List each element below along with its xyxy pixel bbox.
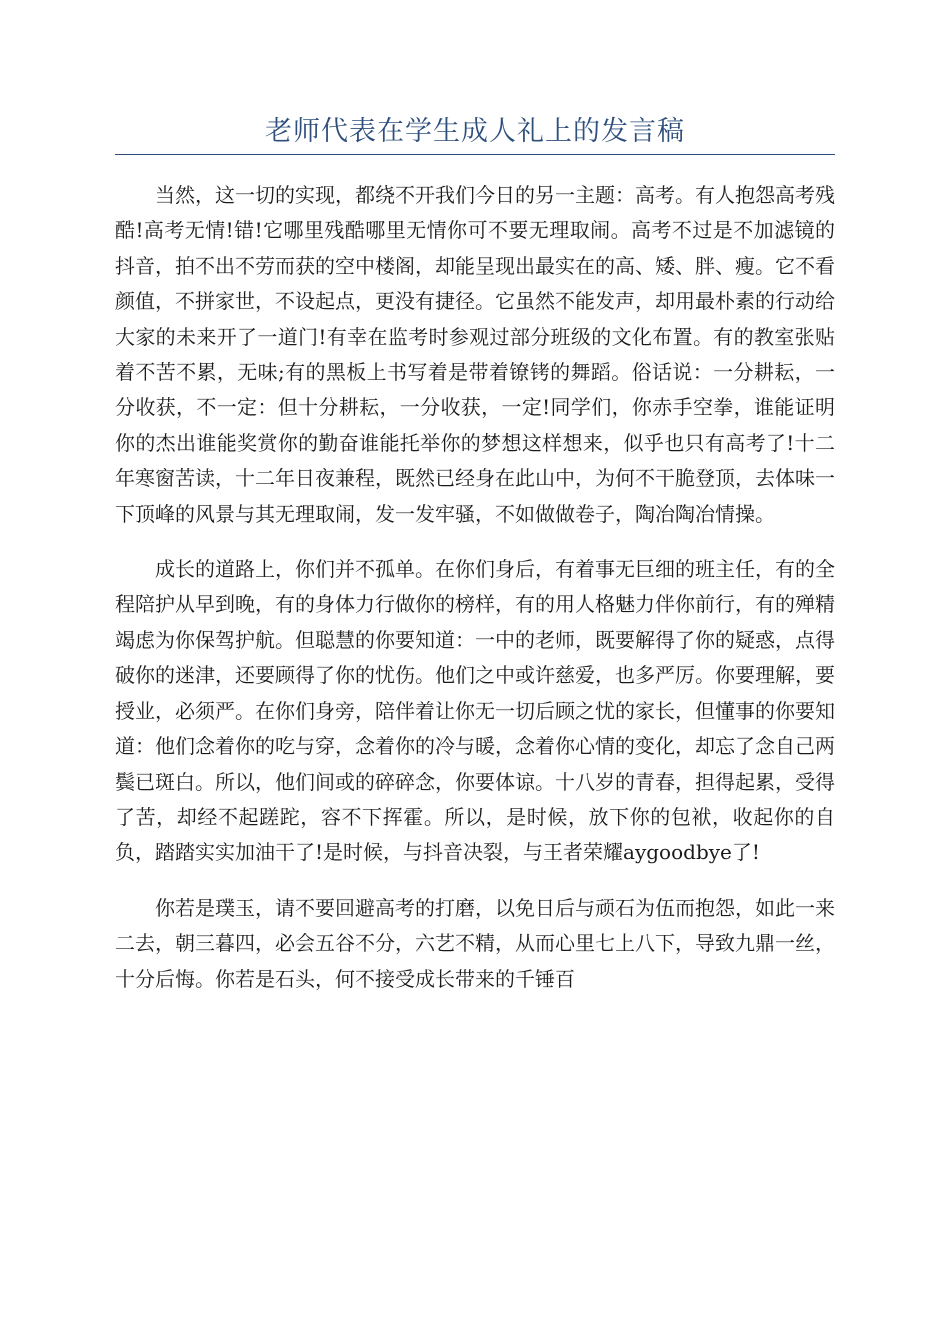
paragraph-2: 成长的道路上，你们并不孤单。在你们身后，有着事无巨细的班主任，有的全程陪护从早到晚，有的身体力行做你的榜样，有的用人格魅力伴你前行，有的殚精竭虑为你保驾护航。但聪慧的你要知道：一中的老师，既要解得了你的疑惑，点得破你的迷津，还要顾得了你的忧伤。他们之中或许慈爱，也多严厉。你要理解，要授业，必须严。在你们身旁，陪伴着让你无一切后顾之忧的家长，但懂事的你要知道：他们念着你的吃与穿，念着你的冷与暖，念着你心情的变化，却忘了念自己两鬓已斑白。所以，他们间或的碎碎念，你要体谅。十八岁的青春，担得起累，受得了苦，却经不起蹉跎，容不下挥霍。所以，是时候，放下你的包袱，收起你的自负，踏踏实实加油干了!是时候，与抖音决裂，与王者荣耀aygoodbye了! bbox=[115, 557, 835, 865]
title-underline bbox=[115, 154, 835, 155]
document-title: 老师代表在学生成人礼上的发言稿 bbox=[265, 116, 685, 147]
document-body bbox=[115, 178, 835, 1017]
paragraph-3: 你若是璞玉，请不要回避高考的打磨，以免日后与顽石为伍而抱怨，如此一来二去，朝三暮四，必会五谷不分，六艺不精，从而心里七上八下，导致九鼎一丝，十分后悔。你若是石头，何不接受成长带来的千锤百 bbox=[115, 895, 835, 991]
paragraph-1: 当然，这一切的实现，都绕不开我们今日的另一主题：高考。有人抱怨高考残酷!高考无情!错!它哪里残酷哪里无情你可不要无理取闹。高考不过是不加滤镜的抖音，拍不出不劳而获的空中楼阁，却能呈现出最实在的高、矮、胖、瘦。它不看颜值，不拼家世，不设起点，更没有捷径。它虽然不能发声，却用最朴素的行动给大家的未来开了一道门!有幸在监考时参观过部分班级的文化布置。有的教室张贴着不苦不累，无味;有的黑板上书写着是带着镣铐的舞蹈。俗话说：一分耕耘，一分收获，不一定：但十分耕耘，一分收获，一定!同学们，你赤手空拳，谁能证明你的杰出谁能奖赏你的勤奋谁能托举你的梦想这样想来，似乎也只有高考了!十二年寒窗苦读，十二年日夜兼程，既然已经身在此山中，为何不干脆登顶，去体味一下顶峰的风景与其无理取闹，发一发牢骚，不如做做卷子，陶冶陶冶情操。 bbox=[115, 183, 835, 526]
